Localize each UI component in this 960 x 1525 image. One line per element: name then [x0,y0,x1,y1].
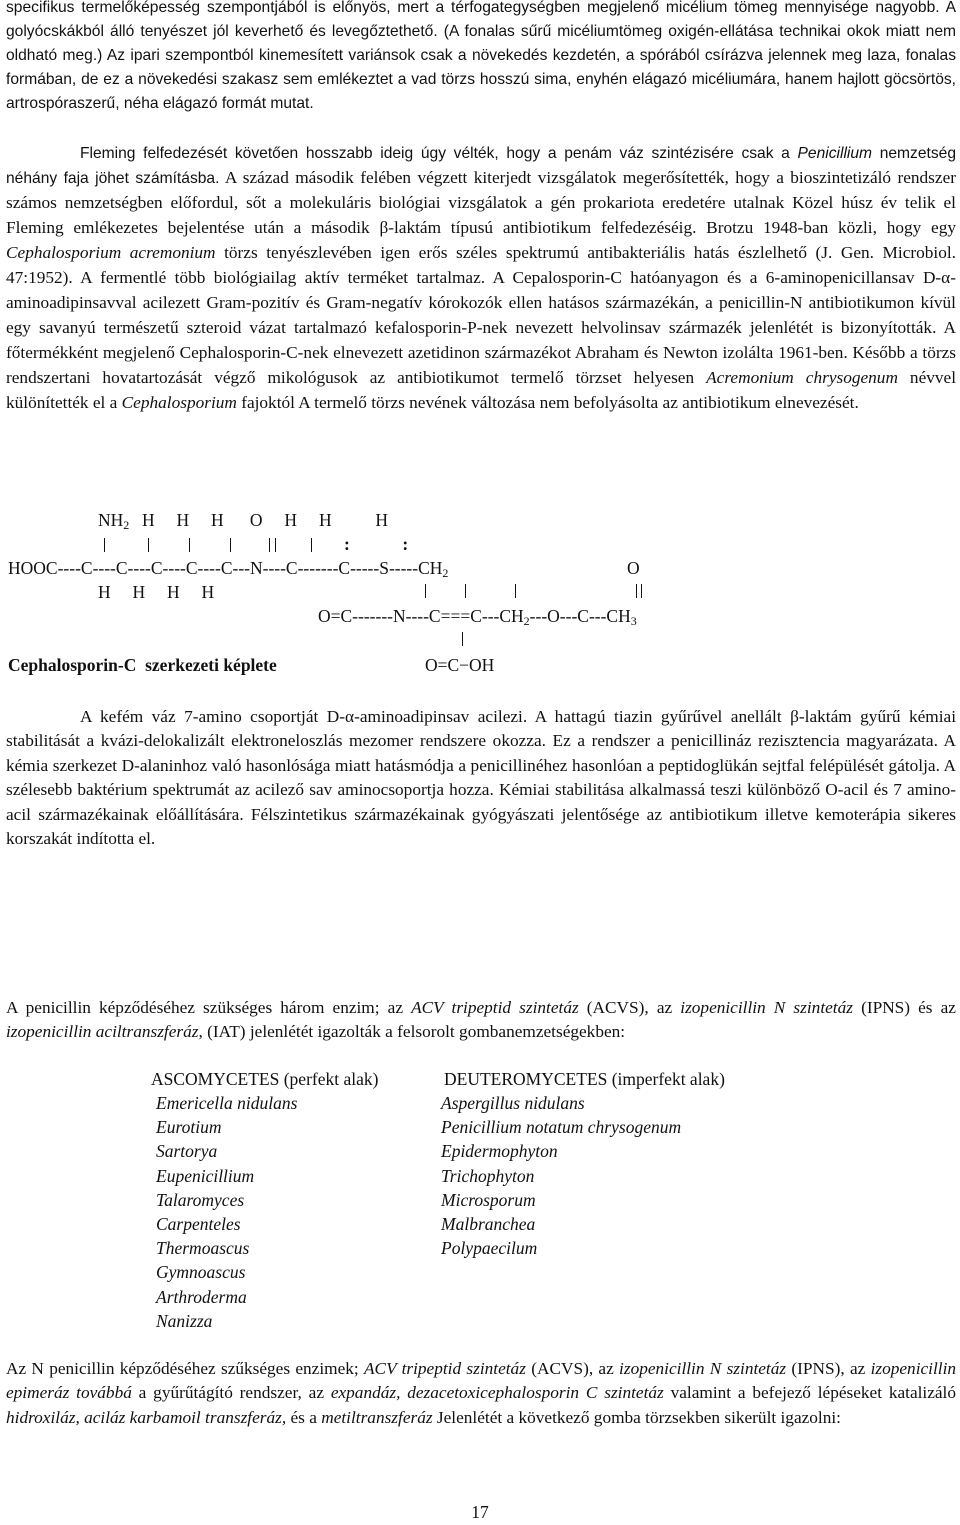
text-run: (IPNS), az [786,1359,871,1378]
text-run: törzs tenyészlevében igen erős széles spektrumú antibakteriális hatás észlelhető (J. Gen. Microbiol. 47:1952). A fermentlé több biológiailag aktív terméket tartalmaz. A Cepalosporin-C hatóanyagon és a 6-aminopenicillansav D-α-aminoadipinsavval acilezett Gram-pozitív és Gram-negatív kórokozók ellen hatásos származékán, a penicillin-N antibiotikumon kívül egy savanyú természetű szteroid vázat tartalmazó kefalosporin-P-nek nevezett helvolinsav származék jelenlétét is bizonyították. A főtermékként megjelenő Cephalosporin-C-nek elnevezett azetidinon származékot Abraham és Newton izolálta 1961-ben. Később a törzs rendszertani hovatartozását végző mikológusok az antibiotikumot termelő törzset helyesen [6,243,956,387]
paragraph-fleming [6,142,956,416]
genus-list-item: Eurotium [156,1117,222,1138]
bond-line [104,538,105,552]
genus-list-item: Eupenicillium [156,1165,255,1186]
text-run: Az N penicillin képződéséhez szűkséges enzimek; [6,1359,364,1378]
text-run: a gyűrűtágító rendszer, az [131,1383,331,1403]
formula-main-chain: HOOC-$---C----C----C----C----C---N----C-------C-----S-----CH_2$ [8,558,449,580]
genus-list-item: Penicillium notatum chrysogenum [441,1117,682,1138]
enzyme-name: hidroxiláz, aciláz karbamoil transzferáz, [6,1407,287,1427]
bond-line [269,538,270,552]
enzyme-name: expandáz, dezacetoxicephalosporin C szintetáz [330,1383,664,1403]
text-run: A század második felében végzett kiterjedt vizsgálatok megerősítették, hogy a bioszintetizáló rendszer számos nemzetségben előfordul, sőt a molekuláris biológiai vizsgálatok a gén prokariota eredetére utalnak Közel húsz év telik el Fleming emlékezetes bejelentése után a második β-laktám típusú antibiotikum felfedezéséig. Brotzu 1948-ban közli, hogy egy [6,168,956,237]
genus-list-item: Epidermophyton [441,1141,558,1162]
text-run: (IPNS) és az [852,998,956,1017]
formula-nh2: $NH_2$ [98,510,130,532]
table-left-header: ASCOMYCETES (perfekt alak) [151,1069,379,1089]
bond-line [148,538,149,552]
genus-list-item: Carpenteles [156,1214,241,1235]
paragraph-n-penicillin [6,1357,956,1430]
genus-list-item: Gymnoascus [156,1262,246,1283]
text-run: fajoktól A termelő törzs nevének változása nem befolyásolta az antibiotikum elnevezését. [236,393,859,412]
bond-line [515,584,516,598]
genus-list-item: Arthroderma [156,1286,247,1307]
formula-ring: $O=C-------N----C===C---CH_2---O---C---CH_3$ [318,606,637,628]
species-name: Acremonium chrysogenum [706,368,898,387]
genus-list-item: Aspergillus nidulans [441,1093,585,1113]
bond-line [641,584,642,598]
genus-name: Cephalosporium [121,393,237,412]
text-run: és a [286,1407,322,1427]
genus-list-item: Trichophyton [441,1165,535,1186]
bond-line [189,538,190,552]
genus-list-item: Talaromyces [156,1189,245,1210]
enzyme-name: izopenicillin N szintetáz [619,1359,787,1378]
text-run: (ACVS), az [578,998,681,1017]
genus-list-item: Polypaecilum [441,1238,538,1259]
genus-list-item: Emericella nidulans [156,1093,298,1113]
text-run: A penicillin képződéséhez szükséges három enzim; az [6,998,412,1017]
text-run: , (IAT) jelenlétét igazolták a felsorolt gombanemzetségekben: [198,1022,626,1042]
bond-line [462,632,463,646]
enzyme-name: izopenicillin N szintetáz [680,998,853,1017]
text-run: (ACVS), az [525,1359,620,1378]
text-run: valamint a befejező lépéseket katalizáló [663,1383,956,1403]
enzyme-name: izopenicillin epimeráz továbbá [6,1359,957,1403]
enzyme-name: ACV tripeptid szintetáz [363,1359,526,1378]
genus-list-item: Microsporum [441,1189,536,1210]
text-run: Fleming felfedezését követően hosszabb ideig úgy vélték, hogy a penám váz szintézisére csak a [80,145,798,162]
deuteromycetes-list [441,1091,681,1260]
enzyme-name: ACV tripeptid szintetáz [411,998,579,1017]
formula-top-h-row: H H H O H H H [142,510,388,530]
genus-name: Penicillium [797,145,873,162]
genus-list-item: Sartorya [156,1141,218,1162]
genus-list-item: Thermoascus [156,1238,250,1259]
species-name: Cephalosporium acremonium [6,243,216,262]
page-number: 17 [471,1502,489,1522]
formula-colons: : : [344,534,409,554]
formula-bottom-h-row: H H H H [98,582,215,602]
bond-line [465,584,466,598]
text-run: Jelenlétét a következő gomba törzsekben sikerült igazolni: [432,1407,841,1427]
bond-line [636,584,637,598]
formula-carboxyl: O=C−OH [425,655,495,675]
bond-line [425,584,426,598]
bond-line [311,538,312,552]
paragraph-kefem: A kefém váz 7-amino csoportját D-α-aminoadipinsav acilezi. A hattagú tiazin gyűrűvel anellált β-laktám gyűrű kémiai stabilitását a kvázi-delokalizált elektroneloszlás mezomer rendszere okozza. Ez a rendszer a penicillináz rezisztencia magyarázata. A kémia szerkezet D-alaninhoz való hasonlósága miatt hatásmódja a penicillinéhez hasonlóan a peptidoglükán sejtfal felépülését gátolja. A szélesebb baktérium spektrumát az acilező sav aminocsoportja hozza. Kémiai stabilitása alkalmassá teszi különböző O-acil és 7 amino-acil származékainak előállítására. Félszintetikus származékainak gyógyászati jelentősége az antibiotikum illetve kemoterápia sikeres korszakát indította el. [6,707,956,849]
text-run: névvel különítették el a [6,368,956,412]
bond-line [275,538,276,552]
table-right-header: DEUTEROMYCETES (imperfekt alak) [444,1069,725,1089]
formula-oxygen: O [627,558,640,578]
text-run: nemzetség néhány faja jöhet számításba. [6,145,956,187]
enzyme-name: metiltranszferáz [321,1407,433,1427]
enzyme-name: izopenicillin aciltranszferáz [6,1022,199,1042]
formula-caption: Cephalosporin-C szerkezeti képlete [8,655,277,675]
bond-line [230,538,231,552]
paragraph-mycelium: specifikus termelőképesség szempontjából is előnyös, mert a térfogategységben megjelenő micélium tömeg mennyisége nagyobb. A golyócskákból álló tenyészet jól keverhető és levegőztethető. (A fonalas sűrű micéliumtömeg oxigén-ellátása technikai okok miatt nem oldható meg.) Az ipari szempontból kinemesített variánsok csak a növekedés kezdetén, a spórából csírázva jelennek meg laza, fonalas formában, de ez a növekedési szakasz sem emlékeztet a vad törzs hosszú sima, enyhén elágazó micéliumára, hanem hajlott göcsörtös, artrospóraszerű, néha elágazó formát mutat. [6,0,956,112]
paragraph-enzymes [6,996,956,1045]
genus-list-item: Malbranchea [441,1214,536,1235]
ascomycetes-list [156,1091,297,1333]
genus-list-item: Nanizza [156,1310,213,1331]
